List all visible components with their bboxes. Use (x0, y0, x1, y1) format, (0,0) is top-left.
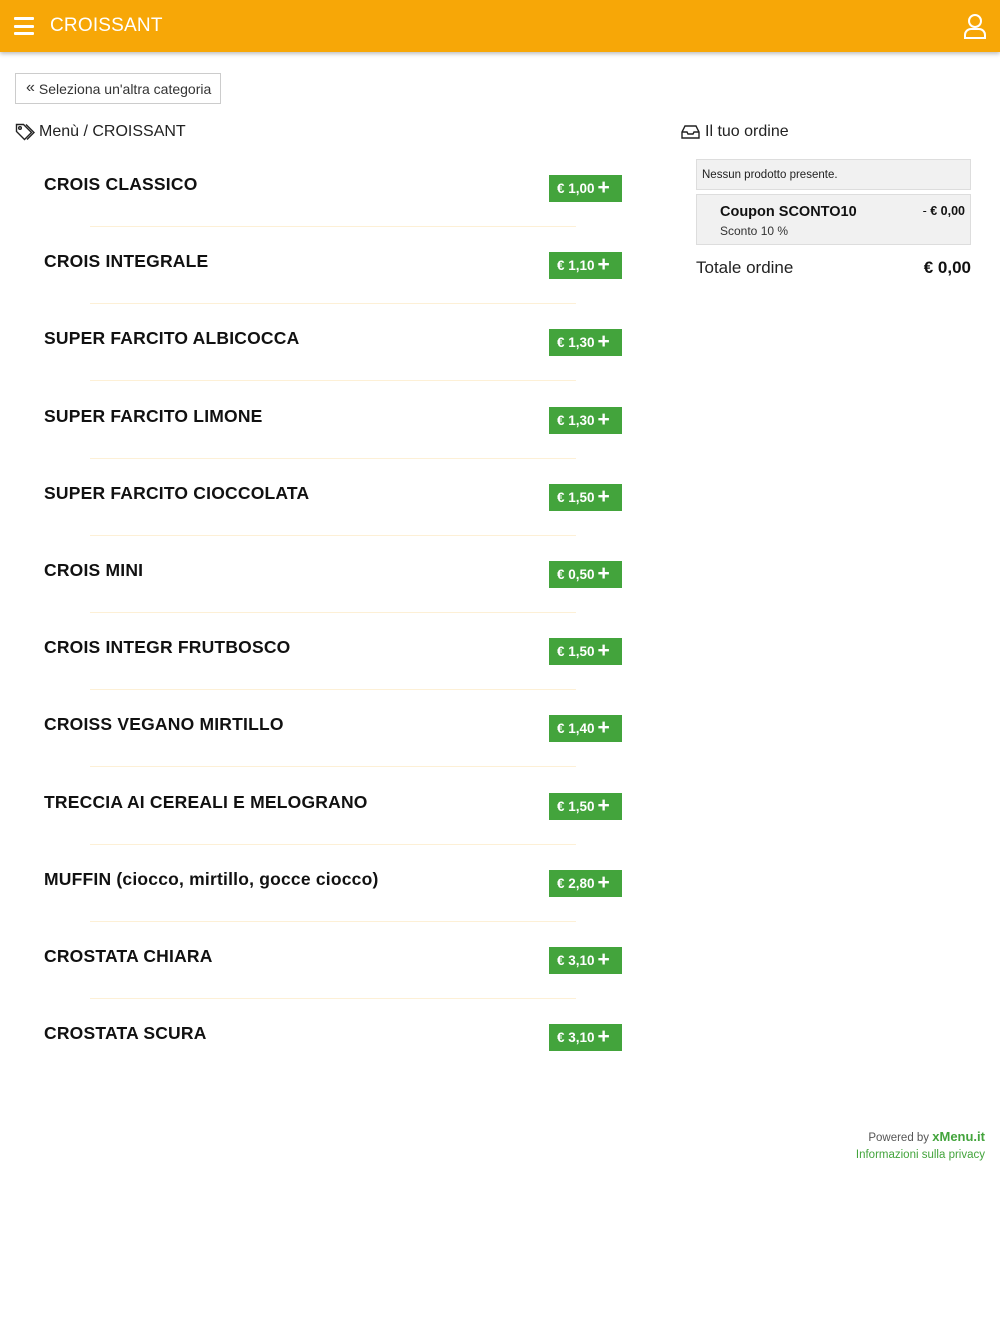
plus-icon: + (597, 639, 610, 663)
product-price: € 1,00 (557, 181, 595, 196)
product-name: CROISS VEGANO MIRTILLO (44, 714, 284, 735)
product-row (0, 768, 660, 845)
product-name: CROIS CLASSICO (44, 174, 198, 194)
user-icon[interactable] (963, 13, 987, 39)
product-name: CROIS INTEGRALE (44, 251, 209, 272)
product-name: SUPER FARCITO ALBICOCCA (44, 328, 300, 349)
product-price: € 0,50 (557, 567, 595, 582)
coupon-amount-prefix: - (922, 204, 931, 218)
plus-icon: + (597, 793, 610, 817)
privacy-link[interactable]: Informazioni sulla privacy (855, 1149, 985, 1161)
add-to-order-button[interactable] (549, 715, 622, 742)
product-price: € 1,10 (557, 258, 595, 274)
product-row (0, 227, 660, 304)
plus-icon: + (597, 484, 610, 508)
product-row (0, 999, 660, 1076)
plus-icon: + (597, 253, 610, 277)
coupon-name: Coupon SCONTO10 (720, 204, 857, 220)
add-to-order-button[interactable] (549, 175, 622, 202)
product-row (0, 150, 660, 227)
powered-by-label: Powered by (868, 1132, 930, 1144)
add-to-order-button[interactable] (549, 1024, 622, 1051)
product-name: MUFFIN (ciocco, mirtillo, gocce ciocco) (44, 868, 379, 889)
order-heading (681, 123, 789, 141)
plus-icon: + (597, 562, 610, 585)
product-name: SUPER FARCITO CIOCCOLATA (44, 482, 310, 503)
product-row (0, 536, 660, 613)
top-app-bar (0, 0, 1000, 52)
back-button-label: Seleziona un'altra categoria (38, 80, 212, 97)
product-price: € 1,50 (557, 644, 595, 660)
add-to-order-button[interactable] (549, 484, 622, 511)
inbox-tray-icon (681, 125, 700, 139)
product-row (0, 459, 660, 536)
add-to-order-button[interactable] (549, 561, 622, 588)
product-name: CROSTATA CHIARA (44, 946, 213, 966)
product-price: € 1,40 (557, 721, 595, 737)
product-price: € 1,50 (557, 489, 595, 505)
plus-icon: + (597, 870, 610, 894)
product-row (0, 304, 660, 381)
breadcrumb (15, 123, 186, 141)
product-name: SUPER FARCITO LIMONE (44, 405, 263, 426)
double-chevron-left-icon: « (26, 78, 35, 96)
product-price: € 3,10 (557, 953, 595, 968)
brand-link[interactable]: xMenu.it (932, 1129, 985, 1144)
order-total-label: Totale ordine (696, 258, 794, 277)
product-row (0, 690, 660, 767)
add-to-order-button[interactable] (549, 329, 622, 356)
product-name: CROIS INTEGR FRUTBOSCO (44, 637, 291, 658)
page-title: CROISSANT (50, 15, 163, 36)
coupon-row (696, 194, 971, 245)
plus-icon: + (597, 948, 610, 971)
plus-icon: + (597, 716, 610, 740)
powered-by (868, 1129, 985, 1144)
add-to-order-button[interactable] (549, 870, 622, 897)
product-row (0, 845, 660, 922)
add-to-order-button[interactable] (549, 407, 622, 434)
product-row (0, 382, 660, 459)
product-price: € 2,80 (557, 875, 595, 891)
tag-icon (15, 123, 35, 141)
product-name: CROIS MINI (44, 560, 144, 580)
add-to-order-button[interactable] (549, 252, 622, 279)
product-row (0, 922, 660, 999)
add-to-order-button[interactable] (549, 638, 622, 665)
product-name: CROSTATA SCURA (44, 1023, 207, 1044)
coupon-amount (923, 204, 965, 218)
order-title: Il tuo ordine (705, 123, 789, 140)
order-total-value: € 0,00 (923, 258, 971, 277)
breadcrumb-text: Menù / CROISSANT (39, 123, 186, 140)
plus-icon: + (597, 176, 610, 199)
product-price: € 1,30 (557, 335, 595, 351)
product-row (0, 613, 660, 690)
plus-icon: + (597, 407, 610, 431)
product-price: € 3,10 (557, 1030, 595, 1046)
product-price: € 1,30 (557, 412, 595, 428)
coupon-amount-value: € 0,00 (930, 204, 965, 218)
plus-icon: + (597, 1025, 610, 1049)
coupon-description: Sconto 10 % (720, 224, 789, 238)
select-other-category-button[interactable] (15, 73, 221, 104)
add-to-order-button[interactable] (549, 947, 622, 974)
add-to-order-button[interactable] (549, 793, 622, 820)
hamburger-menu-icon[interactable] (14, 17, 34, 35)
product-price: € 1,50 (557, 798, 595, 814)
plus-icon: + (597, 330, 610, 354)
product-name: TRECCIA AI CEREALI E MELOGRANO (44, 791, 368, 812)
empty-order-message: Nessun prodotto presente. (696, 159, 971, 190)
